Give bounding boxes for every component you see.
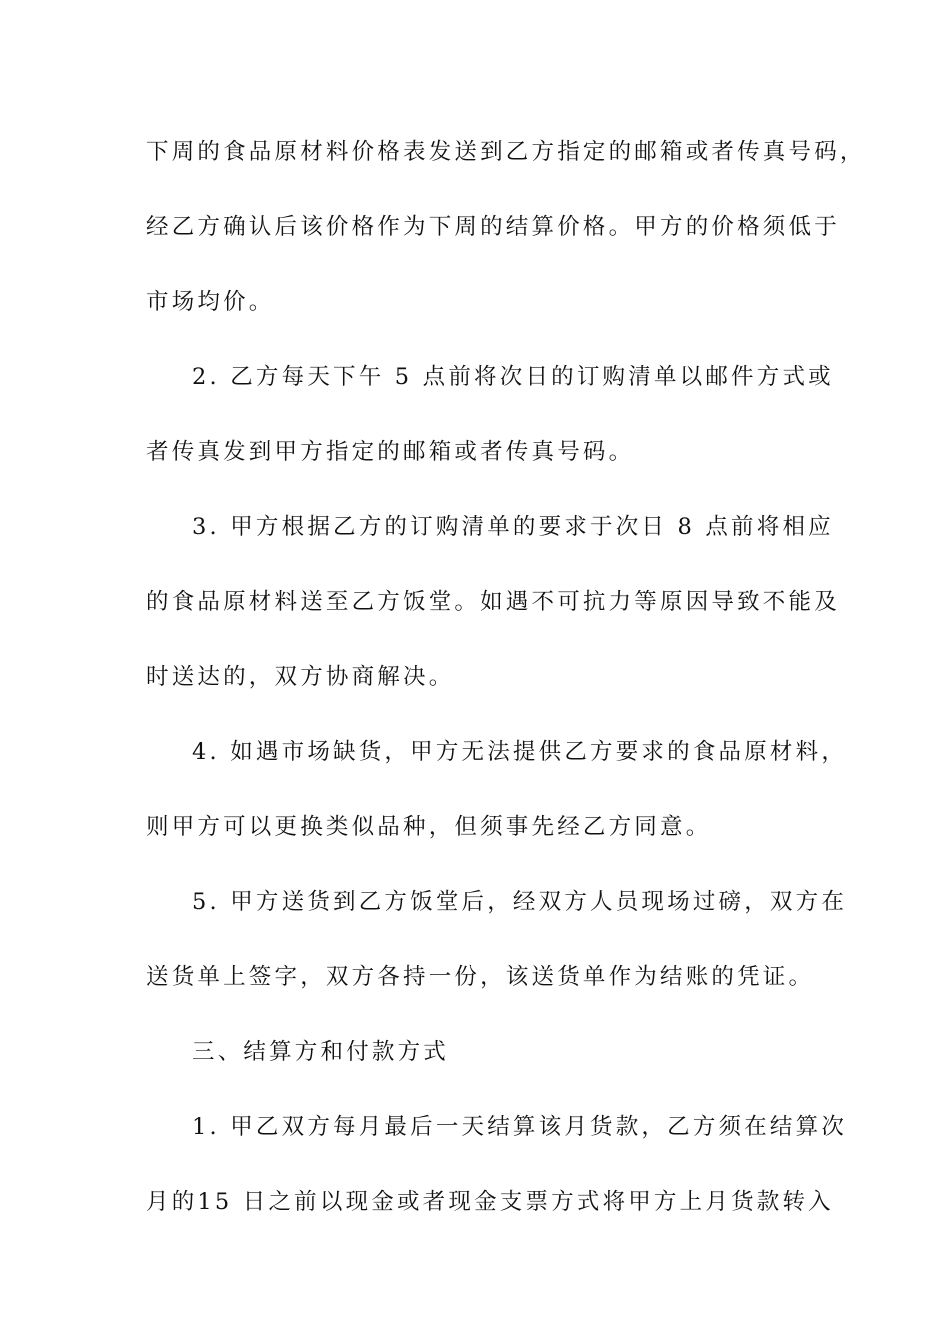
text-line: 时送达的，双方协商解决。 (146, 664, 455, 690)
text-line: 月的15 日之前以现金或者现金支票方式将甲方上月货款转入 (146, 1189, 834, 1215)
list-item-5: 5. 甲方送货到乙方饭堂后，经双方人员现场过磅，双方在 (192, 889, 848, 915)
text-line: 的食品原材料送至乙方饭堂。如遇不可抗力等原因导致不能及 (146, 589, 840, 615)
list-item-3: 3. 甲方根据乙方的订购清单的要求于次日 8 点前将相应 (192, 514, 834, 540)
list-item-2: 2. 乙方每天下午 5 点前将次日的订购清单以邮件方式或 (192, 364, 834, 390)
section-heading: 三、结算方和付款方式 (192, 1039, 450, 1065)
text-line: 经乙方确认后该价格作为下周的结算价格。甲方的价格须低于 (146, 214, 840, 240)
text-line: 下周的食品原材料价格表发送到乙方指定的邮箱或者传真号码， (146, 139, 866, 165)
text-line: 市场均价。 (146, 289, 275, 315)
text-line: 则甲方可以更换类似品种，但须事先经乙方同意。 (146, 814, 712, 840)
list-item-4: 4. 如遇市场缺货，甲方无法提供乙方要求的食品原材料， (192, 739, 848, 765)
text-line: 送货单上签字，双方各持一份，该送货单作为结账的凭证。 (146, 964, 815, 990)
text-line: 者传真发到甲方指定的邮箱或者传真号码。 (146, 439, 635, 465)
list-item-1: 1. 甲乙双方每月最后一天结算该月货款，乙方须在结算次 (192, 1114, 848, 1140)
